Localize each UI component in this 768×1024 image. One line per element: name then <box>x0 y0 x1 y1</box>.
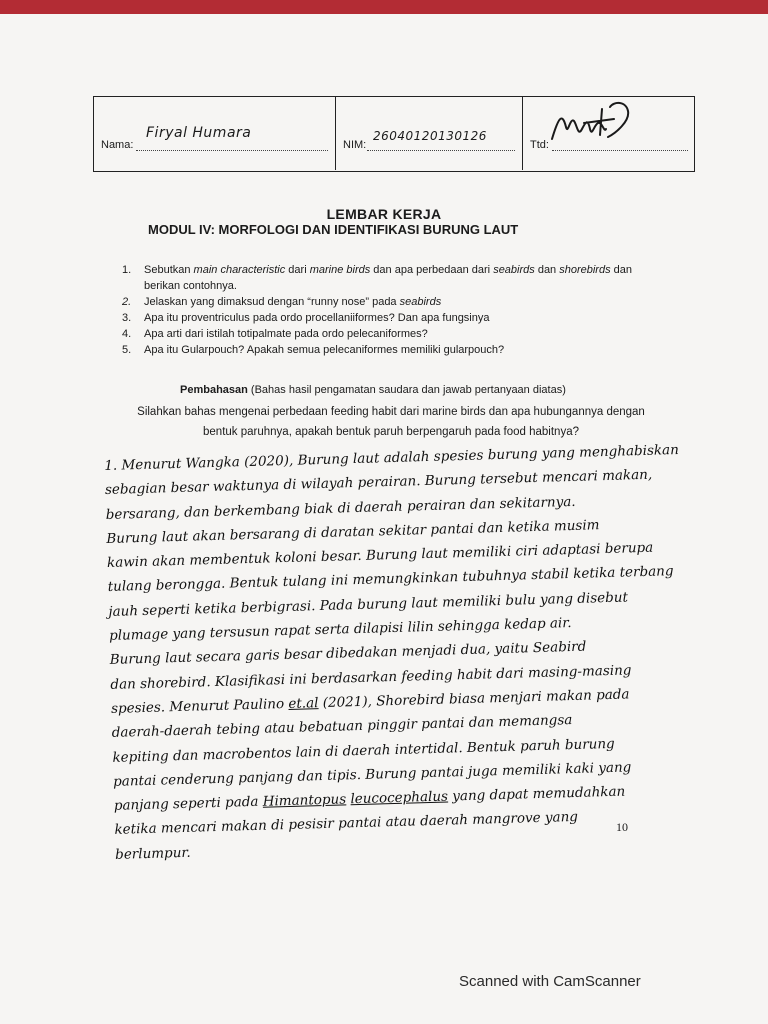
scan-top-edge <box>0 0 768 14</box>
question-number: 5. <box>122 344 132 356</box>
question-item <box>122 310 652 326</box>
handwritten-line: jauh seperti ketika berbigrasi. Pada burung laut memiliki bulu yang disebut <box>108 589 629 620</box>
question-number: 2. <box>122 296 132 308</box>
ttd-cell <box>522 97 694 170</box>
handwritten-line: pantai cenderung panjang dan tipis. Burung pantai juga memiliki kaki yang <box>112 759 632 790</box>
question-text: Jelaskan yang dimaksud dengan “runny nose” pada seabirds <box>144 296 442 308</box>
handwritten-line: bersarang, dan berkembang biak di daerah perairan dan sekitarnya. <box>105 493 576 523</box>
pembahasan-bold: Pembahasan <box>180 384 248 396</box>
question-list <box>122 262 652 358</box>
name-dotted-line <box>136 149 328 151</box>
handwritten-line: daerah-daerah tebing atau bebatuan pinggir pantai dan memangsa <box>111 712 573 742</box>
handwritten-line: kepiting dan macrobentos lain di daerah intertidal. Bentuk paruh burung <box>112 735 615 766</box>
handwritten-line: kawin akan membentuk koloni besar. Burung laut memiliki ciri adaptasi berupa <box>106 539 654 572</box>
question-number: 1. <box>122 264 132 276</box>
module-subtitle: MODUL IV: MORFOLOGI DAN IDENTIFIKASI BURUNG LAUT <box>148 222 519 237</box>
handwritten-answer <box>104 436 765 867</box>
camscanner-watermark: Scanned with CamScanner <box>459 973 641 990</box>
handwritten-line: tulang berongga. Bentuk tulang ini memungkinkan tubuhnya stabil ketika terbang <box>107 563 674 596</box>
question-item <box>122 294 652 310</box>
question-text: Apa arti dari istilah totipalmate pada ordo pelecaniformes? <box>144 328 428 340</box>
handwritten-line: plumage yang tersusun rapat serta dilapisi lilin sehingga kedap air. <box>108 615 572 645</box>
question-item <box>122 342 652 358</box>
handwritten-line: panjang seperti pada Himantopus leucocephalus yang dapat memudahkan <box>113 783 626 815</box>
ttd-label: Ttd: <box>530 139 549 151</box>
handwritten-line: Burung laut secara garis besar dibedakan menjadi dua, yaitu Seabird <box>109 638 587 669</box>
question-item <box>122 326 652 342</box>
nim-cell <box>335 97 523 170</box>
name-cell <box>94 97 336 170</box>
handwritten-line: sebagian besar waktunya di wilayah perairan. Burung tersebut mencari makan, <box>104 467 653 499</box>
page-number: 10 <box>616 820 628 834</box>
handwritten-line: berlumpur. <box>114 844 191 863</box>
instruction-line: bentuk paruhnya, apakah bentuk paruh berpengaruh pada food habitnya? <box>203 426 579 438</box>
ttd-dotted-line <box>552 149 688 151</box>
name-value: Firyal Humara <box>146 125 252 141</box>
discussion-instruction <box>96 402 686 442</box>
nim-label: NIM: <box>343 139 367 151</box>
question-number: 3. <box>122 312 132 324</box>
pembahasan-heading <box>180 384 566 396</box>
worksheet-page <box>0 14 768 1024</box>
instruction-line: Silahkan bahas mengenai perbedaan feeding habit dari marine birds dan apa hubungannya dengan <box>137 406 645 418</box>
nim-dotted-line <box>367 149 515 151</box>
question-text: Sebutkan main characteristic dari marine birds dan apa perbedaan dari seabirds dan shorebirds dan berikan contohnya. <box>144 264 633 292</box>
handwritten-line: dan shorebird. Klasifikasi ini berdasarkan feeding habit dari masing-masing <box>110 662 632 693</box>
question-text: Apa itu proventriculus pada ordo procellaniiformes? Dan apa fungsinya <box>144 312 490 324</box>
question-item <box>122 262 652 294</box>
signature-icon <box>544 99 644 149</box>
handwritten-line: spesies. Menurut Paulino et.al (2021), Shorebird biasa menjari makan pada <box>110 686 630 717</box>
name-label: Nama: <box>101 139 134 151</box>
worksheet-title: LEMBAR KERJA <box>326 206 442 222</box>
handwritten-line: ketika mencari makan di pesisir pantai atau daerah mangrove yang <box>114 809 579 839</box>
question-number: 4. <box>122 328 132 340</box>
handwritten-line: 1. Menurut Wangka (2020), Burung laut adalah spesies burung yang menghabiskan <box>104 441 680 474</box>
student-info-box <box>93 96 695 172</box>
question-text: Apa itu Gularpouch? Apakah semua pelecaniformes memiliki gularpouch? <box>144 344 505 356</box>
pembahasan-note: (Bahas hasil pengamatan saudara dan jawab pertanyaan diatas) <box>247 384 566 396</box>
handwritten-line: Burung laut akan bersarang di daratan sekitar pantai dan ketika musim <box>106 517 600 547</box>
nim-value: 26040120130126 <box>373 129 487 143</box>
